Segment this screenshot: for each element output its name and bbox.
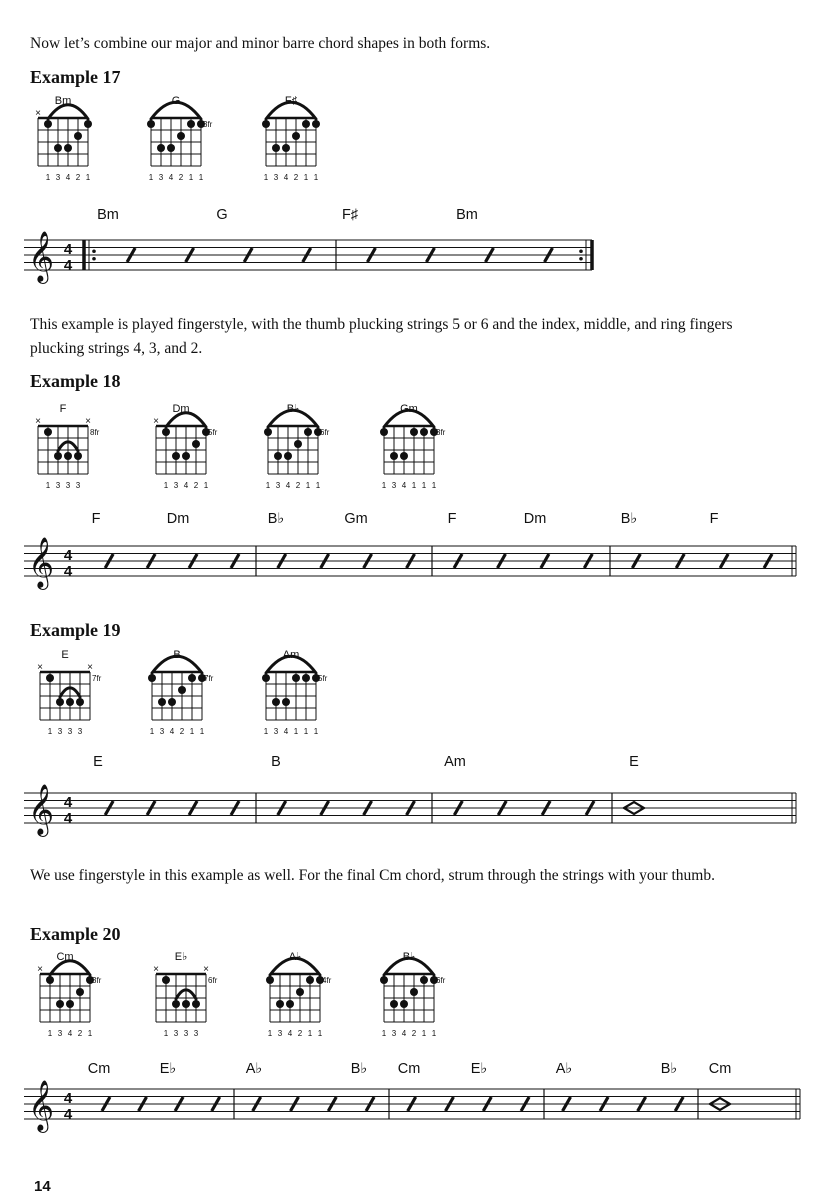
ex17-finger-dot: [312, 120, 320, 128]
ex17-finger-dot: [177, 132, 185, 140]
ex19-chord-symbol: Am: [444, 754, 466, 770]
ex17-finger-dot: [64, 144, 72, 152]
ex18-finger-number: 3: [275, 481, 281, 490]
ex18-finger-dot: [284, 452, 292, 460]
ex20-finger-number: 3: [173, 1029, 179, 1038]
ex20-finger-number: 3: [193, 1029, 199, 1038]
page-number: 14: [34, 1178, 51, 1195]
ex19-chord-name: B: [173, 649, 181, 661]
ex17-finger-number: 4: [283, 173, 289, 182]
ex17-chord-symbol: F♯: [341, 207, 359, 223]
ex19-finger-dot: [168, 698, 176, 706]
ex20-chord-symbol: Cm: [87, 1061, 111, 1077]
ex20-finger-dot: [306, 976, 314, 984]
ex18-finger-number: 1: [163, 481, 169, 490]
ex18-chord-symbol: F: [709, 511, 719, 527]
ex20-chord-symbol: A♭: [555, 1061, 573, 1077]
ex17-finger-number: 4: [168, 173, 174, 182]
ex20-chord-symbol: Cm: [708, 1061, 732, 1077]
ex18-finger-dot: [162, 428, 170, 436]
ex19-finger-dot: [178, 686, 186, 694]
ex20-finger-dot: [266, 976, 274, 984]
ex20-finger-dot: [66, 1000, 74, 1008]
ex17-chord-diagram: [35, 95, 92, 182]
ex19-finger-dot: [302, 674, 310, 682]
ex18-time-sig-top: 4: [63, 547, 73, 564]
ex20-fret-label: 6fr: [436, 976, 446, 985]
ex19-finger-number: 3: [273, 727, 279, 736]
ex18-chord-symbol: B♭: [620, 511, 638, 527]
ex20-chord-name: A♭: [288, 951, 302, 963]
ex18-finger-dot: [304, 428, 312, 436]
ex17-finger-dot: [157, 144, 165, 152]
ex19-finger-dot: [148, 674, 156, 682]
ex20-finger-number: 1: [87, 1029, 93, 1038]
ex20-chord-diagram: [153, 951, 218, 1038]
ex18-chord-symbol: Dm: [166, 511, 190, 527]
ex20-mute-mark: ×: [203, 964, 209, 975]
treble-clef-icon: 𝄞: [28, 1081, 55, 1130]
ex19-mute-mark: ×: [37, 662, 43, 673]
ex18-mute-mark: ×: [85, 416, 91, 427]
ex17-finger-number: 1: [263, 173, 269, 182]
ex19-finger-number: 1: [149, 727, 155, 736]
ex18-finger-dot: [420, 428, 428, 436]
ex17-finger-number: 1: [303, 173, 309, 182]
ex20-finger-dot: [296, 988, 304, 996]
ex17-finger-number: 1: [85, 173, 91, 182]
ex19-finger-number: 3: [77, 727, 83, 736]
ex20-finger-number: 1: [307, 1029, 313, 1038]
ex18-finger-dot: [74, 452, 82, 460]
ex20-fret-label: 6fr: [208, 976, 218, 985]
treble-clef-icon: 𝄞: [28, 785, 55, 834]
ex20-finger-dot: [286, 1000, 294, 1008]
ex18-finger-dot: [44, 428, 52, 436]
example-20-heading: Example 20: [30, 924, 121, 944]
ex20-chord-name: Cm: [56, 951, 74, 963]
ex20-chord-symbol: Cm: [397, 1061, 421, 1077]
ex17-fret-label: 3fr: [203, 120, 213, 129]
ex17-staff: [24, 232, 592, 284]
treble-clef-icon: 𝄞: [28, 538, 55, 587]
ex18-mute-mark: ×: [35, 416, 41, 427]
ex18-finger-number: 1: [45, 481, 51, 490]
ex17-finger-number: 4: [65, 173, 71, 182]
ex18-fret-label: 3fr: [436, 428, 446, 437]
ex19-finger-dot: [56, 698, 64, 706]
ex19-finger-dot: [46, 674, 54, 682]
ex19-fret-label: 7fr: [204, 674, 214, 683]
ex18-fret-label: 6fr: [320, 428, 330, 437]
ex17-finger-dot: [54, 144, 62, 152]
ex19-finger-number: 3: [57, 727, 63, 736]
ex20-finger-number: 4: [401, 1029, 407, 1038]
ex19-time-sig-bottom: 4: [63, 810, 73, 827]
ex17-chord-diagram: [147, 95, 213, 182]
ex17-chord-symbol: G: [216, 207, 228, 223]
ex18-finger-number: 3: [55, 481, 61, 490]
ex20-mute-mark: ×: [37, 964, 43, 975]
ex18-finger-number: 4: [401, 481, 407, 490]
ex20-finger-dot: [400, 1000, 408, 1008]
ex19-finger-number: 1: [293, 727, 299, 736]
repeat-dot: [579, 249, 583, 253]
ex19-finger-dot: [188, 674, 196, 682]
ex17-finger-number: 2: [293, 173, 299, 182]
ex20-finger-number: 2: [77, 1029, 83, 1038]
ex17-finger-dot: [262, 120, 270, 128]
ex18-chord-name: B♭: [286, 403, 300, 415]
ex19-chord-symbol: E: [93, 754, 103, 770]
ex17-finger-dot: [292, 132, 300, 140]
ex17-finger-dot: [272, 144, 280, 152]
ex19-chord-diagram: [148, 649, 214, 736]
ex19-fret-label: 5fr: [318, 674, 328, 683]
ex17-finger-dot: [302, 120, 310, 128]
repeat-dot: [92, 249, 96, 253]
ex20-finger-number: 1: [421, 1029, 427, 1038]
ex18-finger-dot: [264, 428, 272, 436]
ex17-finger-number: 3: [273, 173, 279, 182]
ex17-finger-dot: [74, 132, 82, 140]
ex19-chord-symbol: B: [271, 754, 281, 770]
ex17-time-sig-bottom: 4: [63, 257, 73, 274]
ex17-chord-symbol: Bm: [456, 207, 478, 223]
ex17-finger-number: 1: [188, 173, 194, 182]
ex20-fret-label: 4fr: [322, 976, 332, 985]
ex20-time-sig-top: 4: [63, 1090, 73, 1107]
ex19-finger-number: 4: [283, 727, 289, 736]
ex19-finger-number: 1: [303, 727, 309, 736]
ex19-finger-dot: [292, 674, 300, 682]
ex18-finger-number: 3: [75, 481, 81, 490]
ex17-finger-dot: [187, 120, 195, 128]
intro-paragraph: Now let’s combine our major and minor barre chord shapes in both forms.: [30, 35, 491, 52]
ex19-finger-dot: [66, 698, 74, 706]
ex18-chord-name: Dm: [172, 403, 190, 415]
ex18-chord-diagram: [264, 403, 330, 490]
ex18-chord-diagram: [380, 403, 446, 490]
ex19-finger-dot: [282, 698, 290, 706]
ex17-finger-dot: [84, 120, 92, 128]
ex18-chord-symbol: F: [91, 511, 101, 527]
ex18-finger-dot: [380, 428, 388, 436]
ex20-finger-dot: [172, 1000, 180, 1008]
ex17-finger-number: 2: [178, 173, 184, 182]
ex18-finger-number: 1: [203, 481, 209, 490]
ex20-finger-dot: [410, 988, 418, 996]
ex20-finger-dot: [76, 988, 84, 996]
ex17-chord-name: Bm: [54, 95, 72, 107]
ex19-chord-name: Am: [282, 649, 300, 661]
ex17-finger-dot: [147, 120, 155, 128]
repeat-dot: [579, 257, 583, 261]
ex18-chord-name: Gm: [400, 403, 418, 415]
ex18-finger-number: 4: [183, 481, 189, 490]
example-19-heading: Example 19: [30, 620, 121, 640]
ex17-time-sig-top: 4: [63, 241, 73, 258]
ex18-finger-number: 1: [305, 481, 311, 490]
ex17-chord-name: F♯: [284, 95, 298, 107]
ex20-finger-number: 1: [267, 1029, 273, 1038]
ex18-finger-dot: [54, 452, 62, 460]
ex18-time-sig-bottom: 4: [63, 563, 73, 580]
ex17-chord-name: G: [171, 95, 181, 107]
ex18-chord-diagram: [153, 403, 218, 490]
example-18-intro: This example is played fingerstyle, with the thumb plucking strings 5 or 6 and the index, middle, and ring fingers plucking strings 4, 3, and 2.: [30, 316, 733, 357]
ex17-finger-dot: [282, 144, 290, 152]
treble-clef-icon: 𝄞: [28, 232, 55, 281]
ex19-finger-number: 3: [67, 727, 73, 736]
ex19-finger-number: 1: [313, 727, 319, 736]
ex18-finger-number: 2: [295, 481, 301, 490]
ex19-fret-label: 7fr: [92, 674, 102, 683]
ex17-finger-number: 3: [55, 173, 61, 182]
ex18-chord-symbol: B♭: [267, 511, 285, 527]
ex17-chord-diagram: [262, 95, 320, 182]
ex20-finger-number: 1: [163, 1029, 169, 1038]
ex18-chord-symbol: F: [447, 511, 457, 527]
ex18-finger-dot: [400, 452, 408, 460]
ex18-finger-dot: [274, 452, 282, 460]
ex17-chord-symbol: Bm: [97, 207, 119, 223]
example-17-heading: Example 17: [30, 67, 121, 87]
ex19-finger-number: 1: [47, 727, 53, 736]
ex17-finger-dot: [167, 144, 175, 152]
ex19-finger-dot: [158, 698, 166, 706]
ex19-staff: [24, 785, 796, 837]
ex19-chord-symbol: E: [629, 754, 639, 770]
ex18-mute-mark: ×: [153, 416, 159, 427]
ex19-mute-mark: ×: [87, 662, 93, 673]
ex18-finger-number: 1: [411, 481, 417, 490]
ex17-mute-mark: ×: [35, 108, 41, 119]
ex19-finger-number: 1: [263, 727, 269, 736]
ex18-chord-symbol: Gm: [344, 511, 368, 527]
ex20-finger-number: 1: [47, 1029, 53, 1038]
ex19-finger-dot: [76, 698, 84, 706]
ex18-finger-number: 1: [421, 481, 427, 490]
ex18-finger-number: 1: [315, 481, 321, 490]
ex20-finger-dot: [162, 976, 170, 984]
ex20-chord-diagram: [380, 951, 446, 1038]
example-20-intro: We use fingerstyle in this example as well. For the final Cm chord, strum through the strings with your thumb.: [30, 867, 715, 884]
ex18-finger-number: 3: [391, 481, 397, 490]
ex18-finger-number: 1: [431, 481, 437, 490]
ex19-chord-diagram: [262, 649, 328, 736]
ex18-fret-label: 5fr: [208, 428, 218, 437]
ex18-staff: [24, 538, 796, 590]
ex20-fret-label: 3fr: [92, 976, 102, 985]
ex17-finger-number: 1: [313, 173, 319, 182]
ex19-finger-number: 3: [159, 727, 165, 736]
ex18-finger-dot: [64, 452, 72, 460]
ex20-finger-dot: [46, 976, 54, 984]
ex20-finger-dot: [56, 1000, 64, 1008]
ex18-finger-dot: [390, 452, 398, 460]
ex20-staff: [24, 1081, 800, 1133]
ex20-finger-number: 4: [287, 1029, 293, 1038]
ex18-finger-dot: [294, 440, 302, 448]
ex18-finger-dot: [410, 428, 418, 436]
ex20-finger-number: 2: [411, 1029, 417, 1038]
ex20-finger-number: 2: [297, 1029, 303, 1038]
ex18-finger-dot: [172, 452, 180, 460]
ex18-finger-number: 1: [381, 481, 387, 490]
ex20-chord-symbol: B♭: [660, 1061, 678, 1077]
ex19-finger-number: 2: [179, 727, 185, 736]
ex20-chord-symbol: B♭: [350, 1061, 368, 1077]
ex20-finger-dot: [390, 1000, 398, 1008]
ex20-chord-diagram: [37, 951, 102, 1038]
ex19-chord-diagram: [37, 649, 102, 736]
ex19-chord-name: E: [61, 649, 69, 661]
ex20-finger-number: 3: [391, 1029, 397, 1038]
ex20-finger-number: 1: [317, 1029, 323, 1038]
ex17-finger-number: 2: [75, 173, 81, 182]
ex18-finger-dot: [182, 452, 190, 460]
ex20-chord-diagram: [266, 951, 332, 1038]
ex20-finger-dot: [182, 1000, 190, 1008]
ex20-finger-dot: [192, 1000, 200, 1008]
ex18-chord-symbol: Dm: [523, 511, 547, 527]
ex17-finger-number: 1: [148, 173, 154, 182]
ex19-finger-number: 1: [189, 727, 195, 736]
ex19-finger-dot: [262, 674, 270, 682]
ex20-finger-number: 1: [381, 1029, 387, 1038]
ex19-finger-number: 4: [169, 727, 175, 736]
ex20-finger-dot: [420, 976, 428, 984]
ex18-finger-number: 1: [265, 481, 271, 490]
ex20-chord-symbol: A♭: [245, 1061, 263, 1077]
ex20-finger-number: 1: [431, 1029, 437, 1038]
ex18-finger-dot: [192, 440, 200, 448]
ex20-finger-number: 3: [183, 1029, 189, 1038]
ex20-finger-number: 4: [67, 1029, 73, 1038]
ex20-finger-number: 3: [277, 1029, 283, 1038]
ex20-finger-number: 3: [57, 1029, 63, 1038]
ex18-finger-number: 3: [173, 481, 179, 490]
ex17-finger-number: 1: [45, 173, 51, 182]
ex19-finger-dot: [272, 698, 280, 706]
ex20-chord-symbol: E♭: [159, 1061, 177, 1077]
ex20-finger-dot: [380, 976, 388, 984]
example-18-heading: Example 18: [30, 371, 121, 391]
ex17-finger-number: 3: [158, 173, 164, 182]
ex19-time-sig-top: 4: [63, 794, 73, 811]
ex17-finger-number: 1: [198, 173, 204, 182]
ex17-finger-dot: [44, 120, 52, 128]
ex18-fret-label: 8fr: [90, 428, 100, 437]
ex18-finger-number: 4: [285, 481, 291, 490]
ex20-chord-name: E♭: [174, 951, 188, 963]
ex19-finger-number: 1: [199, 727, 205, 736]
repeat-dot: [92, 257, 96, 261]
ex18-chord-diagram: [35, 403, 100, 490]
ex18-finger-number: 2: [193, 481, 199, 490]
ex20-time-sig-bottom: 4: [63, 1106, 73, 1123]
ex20-mute-mark: ×: [153, 964, 159, 975]
ex18-chord-name: F: [59, 403, 67, 415]
ex20-finger-dot: [276, 1000, 284, 1008]
ex20-chord-symbol: E♭: [470, 1061, 488, 1077]
ex20-chord-name: B♭: [402, 951, 416, 963]
ex18-finger-number: 3: [65, 481, 71, 490]
